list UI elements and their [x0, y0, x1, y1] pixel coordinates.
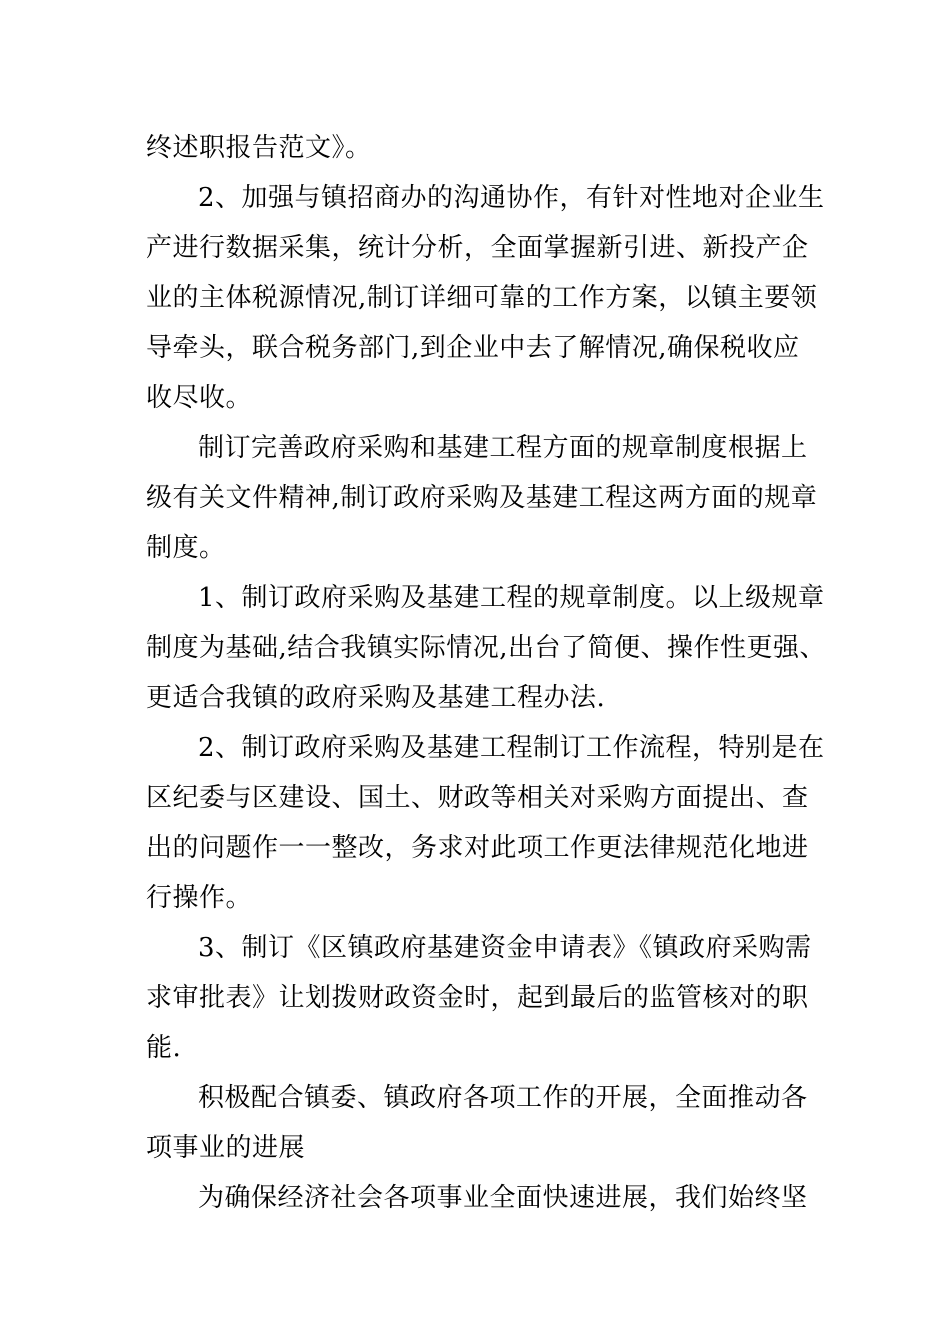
text-line: 制度。: [146, 533, 226, 563]
section-heading: 积极配合镇委、镇政府各项工作的开展，全面推动各: [198, 1083, 808, 1113]
text-line: 3、制订《区镇政府基建资金申请表》《镇政府采购需: [198, 933, 812, 963]
text-line: 项事业的进展: [146, 1133, 306, 1163]
text-line: 能.: [146, 1033, 182, 1063]
text-line: 区纪委与区建设、国土、财政等相关对采购方面提出、查: [146, 783, 809, 813]
text-line: 为确保经济社会各项事业全面快速进展，我们始终坚: [198, 1183, 808, 1213]
text-line: 导牵头，联合税务部门,到企业中去了解情况,确保税收应: [146, 333, 800, 363]
text-line: 更适合我镇的政府采购及基建工程办法.: [146, 683, 606, 713]
document-body: [146, 123, 827, 1223]
text-line: 终述职报告范文》。: [146, 133, 372, 163]
text-line: 求审批表》让划拨财政资金时，起到最后的监管核对的职: [146, 983, 809, 1013]
text-line: 2、制订政府采购及基建工程制订工作流程，特别是在: [198, 733, 825, 763]
text-line: 1、制订政府采购及基建工程的规章制度。以上级规章: [198, 583, 825, 613]
text-line: 业的主体税源情况,制订详细可靠的工作方案，以镇主要领: [146, 283, 818, 313]
text-line: 级有关文件精神,制订政府采购及基建工程这两方面的规章: [146, 483, 818, 513]
text-line: 2、加强与镇招商办的沟通协作，有针对性地对企业生: [198, 183, 825, 213]
text-line: 出的问题作一一整改，务求对此项工作更法律规范化地进: [146, 833, 809, 863]
text-line: 收尽收。: [146, 383, 253, 413]
text-line: 行操作。: [146, 883, 253, 913]
text-line: 产进行数据采集，统计分析，全面掌握新引进、新投产企: [146, 233, 809, 263]
section-heading: 制订完善政府采购和基建工程方面的规章制度根据上: [198, 433, 808, 463]
text-line: 制度为基础,结合我镇实际情况,出台了简便、操作性更强、: [146, 633, 827, 663]
